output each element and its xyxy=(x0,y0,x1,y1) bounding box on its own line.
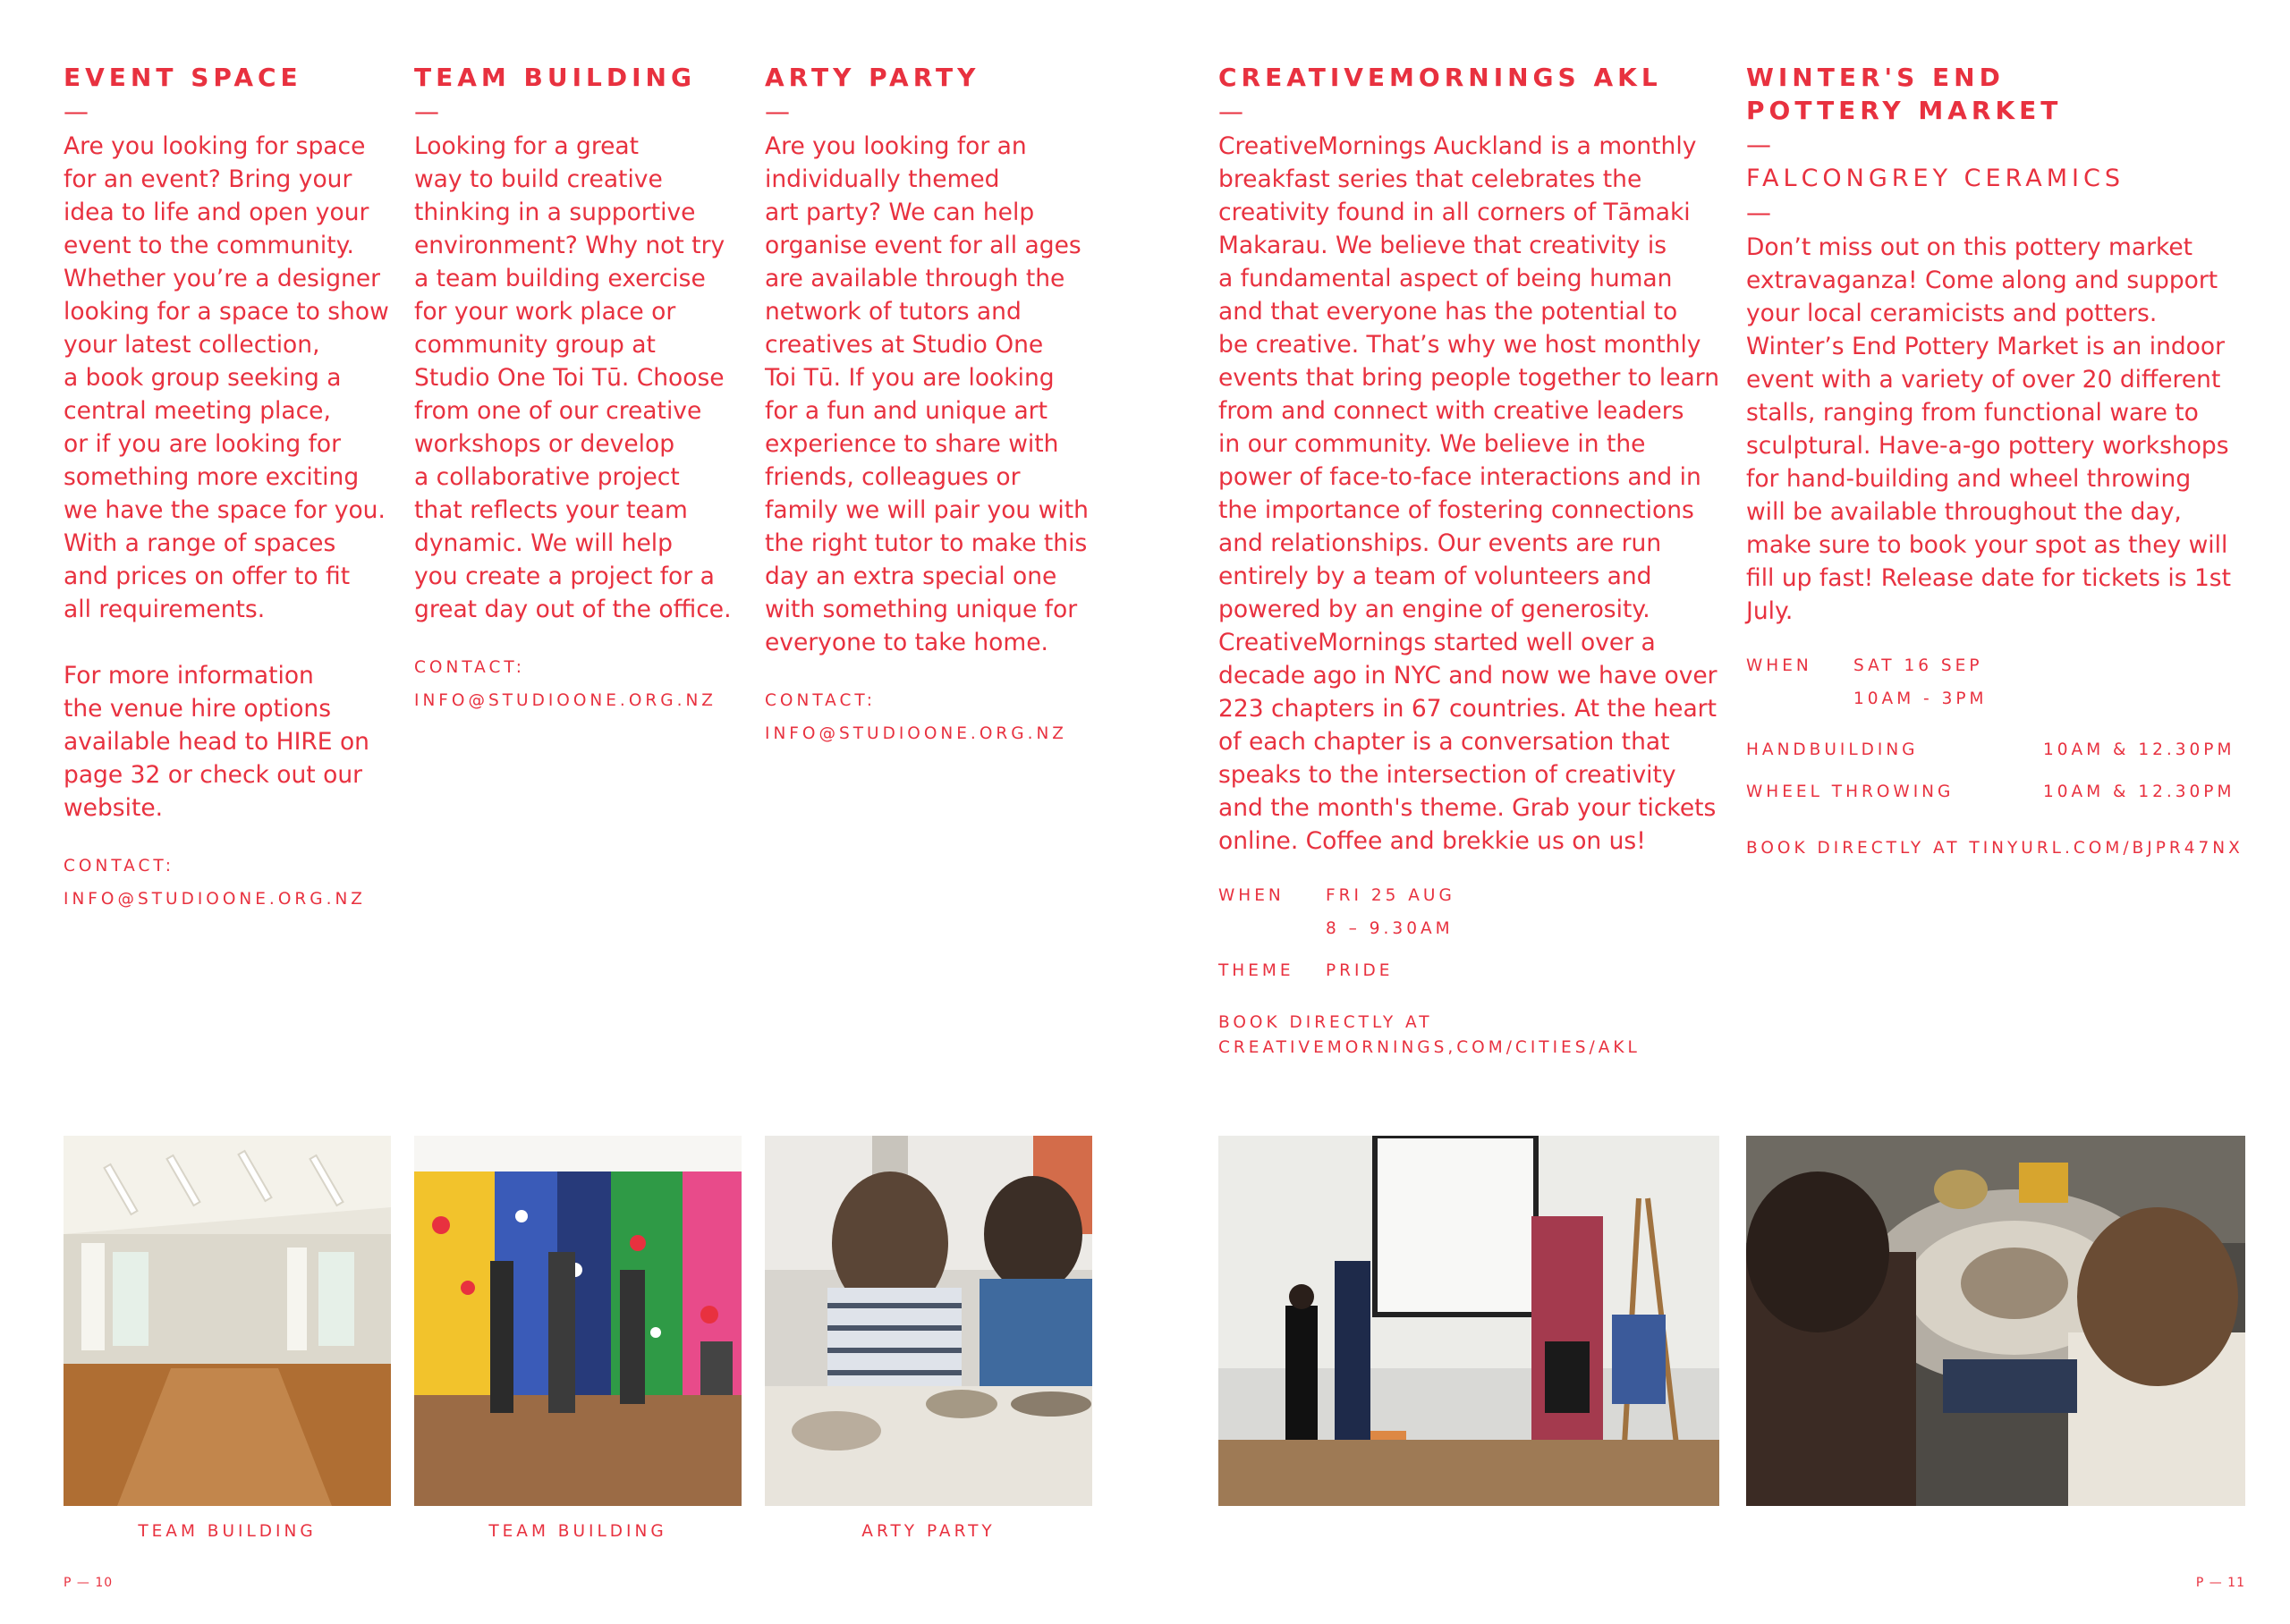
book-link[interactable]: BOOK DIRECTLY AT TINYURL.COM/BJPR47NX xyxy=(1746,839,2243,858)
arty-party-heading: ARTY PARTY xyxy=(765,63,980,92)
theme-value: PRIDE xyxy=(1326,961,1394,980)
falcongrey-subheading: FALCONGREY CERAMICS xyxy=(1746,165,2125,192)
team-building-column xyxy=(414,61,745,717)
photo-creativemornings-event xyxy=(1218,1136,1719,1506)
handbuilding-label: HANDBUILDING xyxy=(1746,740,1919,759)
winters-end-body: Don’t miss out on this pottery market extravaganza! Come along and support your local ceramicists and potters. Winter’s End Pottery Market is an indoor event with a variety of over 20 different stalls, ranging from functional ware to sculptural. Have-a-go pottery workshops for hand-building and wheel throwing will be available throughout the day, make sure to book your spot as they will fill up fast! Release date for tickets is 1st July. xyxy=(1746,233,2231,625)
winters-end-heading-line1: WINTER'S END xyxy=(1746,63,2005,92)
arty-party-body: Are you looking for an individually themed art party? We can help organise event for all ages are available through the network of tutors and creatives at Studio One Toi Tū. If you are looking for a fun and unique art experience to share with friends, colleagues or family we will pair you with the right tutor to make this day an extra special one with something unique for everyone to take home. xyxy=(765,132,1089,656)
contact-email-link[interactable]: INFO@STUDIOONE.ORG.NZ xyxy=(414,691,717,710)
caption-photo-2: TEAM BUILDING xyxy=(488,1522,667,1541)
photo-team-building-mural xyxy=(414,1136,742,1506)
book-link[interactable]: CREATIVEMORNINGS,COM/CITIES/AKL xyxy=(1218,1038,1641,1057)
winters-end-column xyxy=(1746,61,2256,865)
wheel-throwing-label: WHEEL THROWING xyxy=(1746,782,1955,801)
when-time: 10AM - 3PM xyxy=(1853,689,1988,708)
creativemornings-heading: CREATIVEMORNINGS AKL xyxy=(1218,63,1662,92)
book-label: BOOK DIRECTLY AT xyxy=(1218,1013,1433,1032)
heading-dash: — xyxy=(1218,97,1243,126)
contact-email-link[interactable]: INFO@STUDIOONE.ORG.NZ xyxy=(765,724,1067,743)
contact-label: CONTACT: xyxy=(414,658,525,677)
creativemornings-body: CreativeMornings Auckland is a monthly breakfast series that celebrates the creativity found in all corners of Tāmaki Makarau. We believe that creativity is a fundamental aspect of being human and that everyone has the potential to be creative. That’s why we host monthly events that bring people together to learn from and connect with creative leaders in our community. We believe in the power of face-to-face interactions and in the importance of fostering connections and relationships. Our events are run entirely by a team of volunteers and powered by an engine of generosity. CreativeMornings started well over a decade ago in NYC and now we have over 223 chapters in 67 countries. At the heart of each chapter is a conversation that speaks to the intersection of creativity and the month's theme. Grab your tickets online. Coffee and brekkie us on us! xyxy=(1218,132,1720,855)
heading-dash: — xyxy=(64,97,89,126)
heading-dash: — xyxy=(414,97,439,126)
winters-end-heading-line2: POTTERY MARKET xyxy=(1746,96,2063,125)
subheading-dash: — xyxy=(1746,198,1771,227)
when-label: WHEN xyxy=(1746,656,1812,675)
when-date: FRI 25 AUG xyxy=(1326,886,1455,905)
photo-pottery-wheel xyxy=(1746,1136,2245,1506)
contact-label: CONTACT: xyxy=(765,691,876,710)
when-label: WHEN xyxy=(1218,886,1285,905)
handbuilding-time: 10AM & 12.30PM xyxy=(2043,740,2235,759)
heading-dash: — xyxy=(765,97,790,126)
event-space-heading: EVENT SPACE xyxy=(64,63,302,92)
arty-party-column xyxy=(765,61,1100,750)
when-time: 8 – 9.30AM xyxy=(1326,919,1454,938)
wheel-throwing-time: 10AM & 12.30PM xyxy=(2043,782,2235,801)
event-space-body: Are you looking for space for an event? Bring your idea to life and open your event to the community. Whether you’re a designer looking for a space to show your latest collection, a book group seeking a central meeting place, or if you are looking for something more exciting we have the space for you. With a range of spaces and prices on offer to fit all requirements. For more information the venue hire options available head to HIRE on page 32 or check out our website. xyxy=(64,132,389,822)
caption-photo-3: ARTY PARTY xyxy=(861,1522,996,1541)
when-date: SAT 16 SEP xyxy=(1853,656,1983,675)
photo-arty-party-clay xyxy=(765,1136,1092,1506)
creativemornings-column xyxy=(1218,61,1728,1061)
theme-label: THEME xyxy=(1218,961,1294,980)
team-building-body: Looking for a great way to build creative thinking in a supportive environment? Why not try a team building exercise for your work place or community group at Studio One Toi Tū. Choose from one of our creative workshops or develop a collaborative project that reflects your team dynamic. We will help you create a project for a great day out of the office. xyxy=(414,132,732,623)
page-number-left: P — 10 xyxy=(64,1576,114,1590)
event-details xyxy=(1218,879,1728,987)
event-details xyxy=(1746,649,2256,808)
event-space-column xyxy=(64,61,394,916)
contact-label: CONTACT: xyxy=(64,857,174,875)
caption-photo-1: TEAM BUILDING xyxy=(138,1522,317,1541)
photo-empty-hall xyxy=(64,1136,391,1506)
heading-dash: — xyxy=(1746,130,1771,159)
team-building-heading: TEAM BUILDING xyxy=(414,63,696,92)
contact-email-link[interactable]: INFO@STUDIOONE.ORG.NZ xyxy=(64,890,366,909)
page-number-right: P — 11 xyxy=(2195,1576,2245,1590)
